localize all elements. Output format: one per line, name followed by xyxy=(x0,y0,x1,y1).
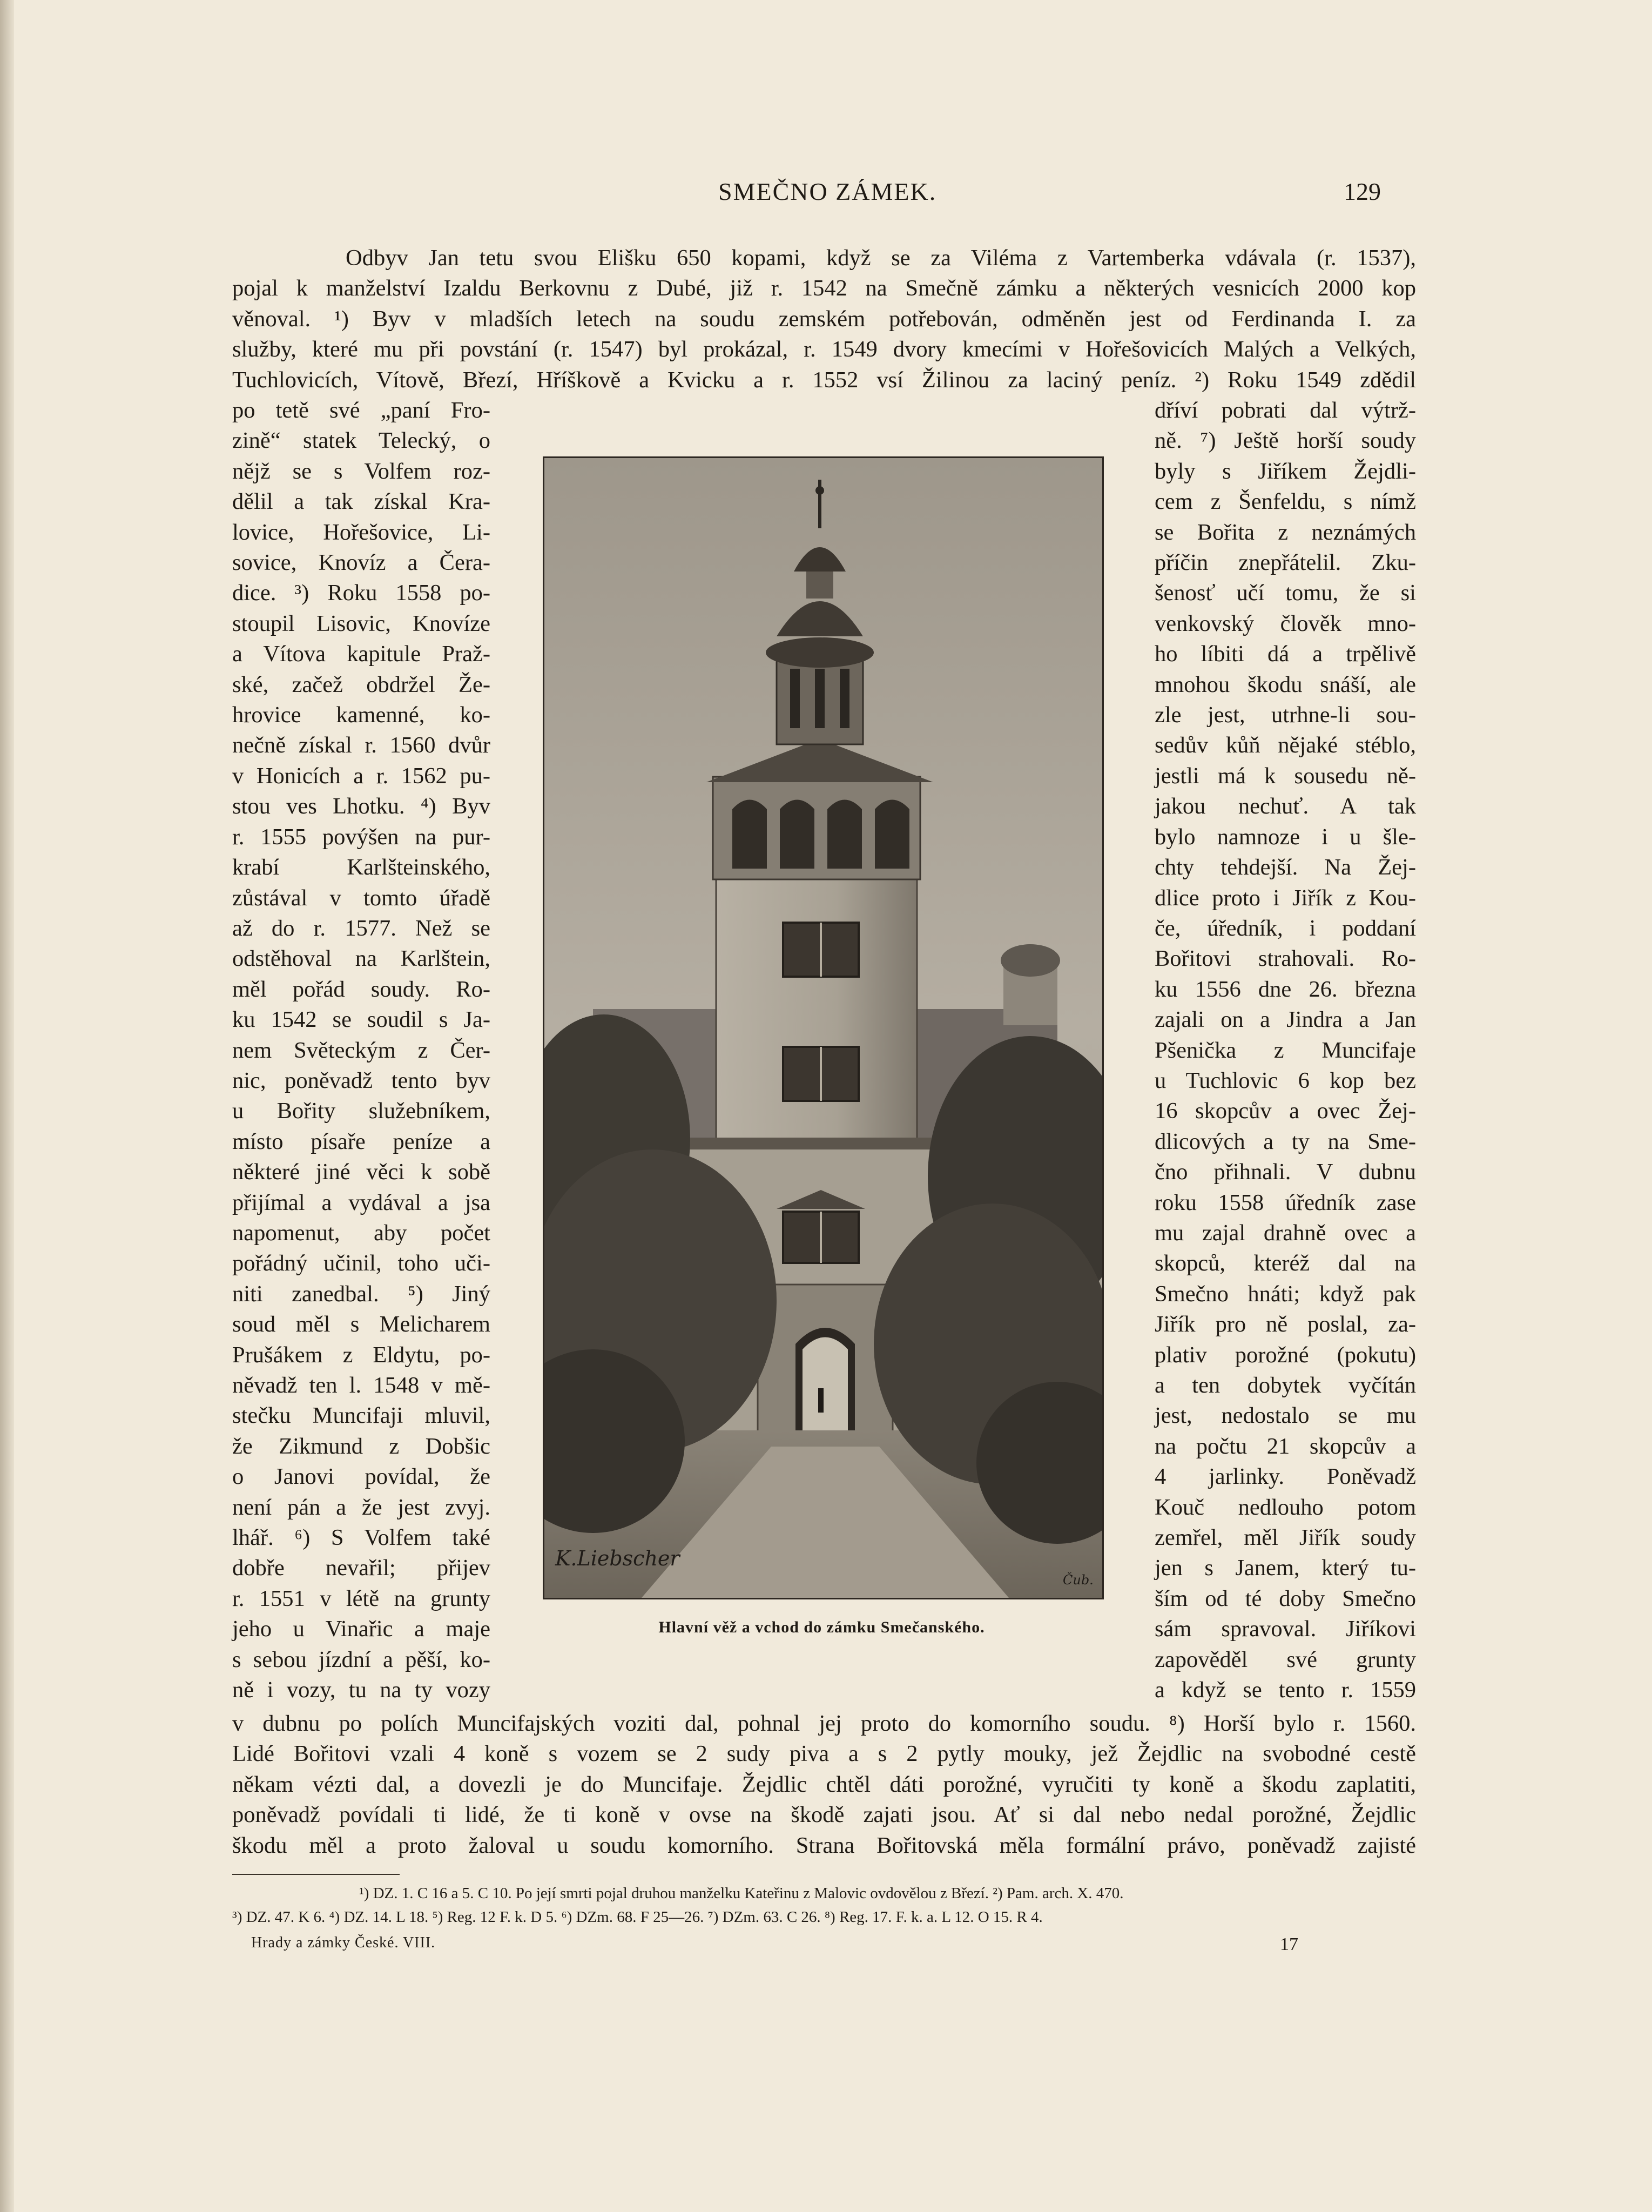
text-line: chty tehdejší. Na Žej- xyxy=(1155,855,1416,880)
text-line: stou ves Lhotku. ⁴) Byv xyxy=(232,794,490,819)
text-line: dlicových a ty na Sme- xyxy=(1155,1128,1416,1154)
text-line: pojal k manželství Izaldu Berkovnu z Dubé, již r. 1542 na Smečně zámku a některých vesnicích 2000 kop xyxy=(232,275,1416,301)
text-line: poněvadž povídali ti lidé, že ti koně v ovse na škodě zajati jsou. Ať si dal nebo nedal porožné, Žejdlic xyxy=(232,1802,1416,1828)
text-line: roku 1558 úředník zase xyxy=(1155,1189,1416,1215)
text-line: zapověděl své grunty xyxy=(1155,1646,1416,1672)
text-line: ně. ⁷) Ještě horší soudy xyxy=(1155,428,1416,454)
text-line: dělil a tak získal Kra- xyxy=(232,489,490,515)
text-line: a Vítova kapitule Praž- xyxy=(232,641,490,667)
page-edge xyxy=(0,0,14,2212)
text-line: odstěhoval na Karlštein, xyxy=(232,946,490,972)
engraver-mark: Čub. xyxy=(1063,1572,1094,1588)
text-line: cem z Šenfeldu, s nímž xyxy=(1155,489,1416,515)
tower-illustration xyxy=(543,456,1104,1599)
intro-paragraph xyxy=(232,243,1416,395)
text-line: nečně získal r. 1560 dvůr xyxy=(232,732,490,758)
text-line: a ten dobytek vyčítán xyxy=(1155,1373,1416,1398)
text-line: dříví pobrati dal výtrž- xyxy=(1155,398,1416,423)
sheet-number: 17 xyxy=(1280,1934,1298,1954)
text-line: u Tuchlovic 6 kop bez xyxy=(1155,1067,1416,1093)
text-line: až do r. 1577. Než se xyxy=(232,915,490,941)
text-line: niti zanedbal. ⁵) Jiný xyxy=(232,1281,490,1307)
left-column xyxy=(232,395,490,1705)
text-line: jen s Janem, který tu- xyxy=(1155,1555,1416,1581)
text-line: venkovský člověk mno- xyxy=(1155,610,1416,636)
figure-caption: Hlavní věž a vchod do zámku Smečanského. xyxy=(658,1618,985,1636)
tower-engraving xyxy=(544,458,1102,1598)
text-line: přijímal a vydával a jsa xyxy=(232,1189,490,1215)
text-line: soud měl s Melicharem xyxy=(232,1312,490,1337)
text-line: r. 1551 v létě na grunty xyxy=(232,1585,490,1611)
text-line: Prušákem z Eldytu, po- xyxy=(232,1342,490,1368)
text-line: Odbyv Jan tetu svou Elišku 650 kopami, když se za Viléma z Vartemberka vdávala (r. 1537), xyxy=(346,245,1416,271)
text-line: byly s Jiříkem Žejdli- xyxy=(1155,458,1416,484)
text-line: sám spravoval. Jiříkovi xyxy=(1155,1616,1416,1642)
text-line: zůstával v tomto úřadě xyxy=(232,885,490,911)
text-line: Jiřík pro ně poslal, za- xyxy=(1155,1312,1416,1337)
text-line: v dubnu po polích Muncifajských voziti dal, pohnal jej proto do komorního soudu. ⁸) Horší bylo r. 1560. xyxy=(232,1711,1416,1736)
text-line: ším od té doby Smečno xyxy=(1155,1585,1416,1611)
text-line: pořádný učinil, toho uči- xyxy=(232,1250,490,1276)
text-line: 16 skopcův a ovec Žej- xyxy=(1155,1098,1416,1124)
text-line: na počtu 21 skopcův a xyxy=(1155,1433,1416,1459)
text-line: jest, nedostalo se mu xyxy=(1155,1403,1416,1429)
text-line: sovice, Knovíz a Čera- xyxy=(232,550,490,576)
text-line: Kouč nedlouho potom xyxy=(1155,1494,1416,1520)
text-line: služby, které mu při povstání (r. 1547) byl prokázal, r. 1549 dvory kmecími v Hořešovicích Malých a Velkých, xyxy=(232,337,1416,362)
text-line: zemřel, měl Jiřík soudy xyxy=(1155,1525,1416,1551)
text-line: če, úředník, i poddaní xyxy=(1155,915,1416,941)
text-line: šenosť učí tomu, že si xyxy=(1155,580,1416,606)
text-line: měl pořád soudy. Ro- xyxy=(232,976,490,1002)
text-line: zině“ statek Telecký, o xyxy=(232,428,490,454)
text-line: něvadž ten l. 1548 v mě- xyxy=(232,1373,490,1398)
footnote-line: ³) DZ. 47. K 6. ⁴) DZ. 14. L 18. ⁵) Reg. 12 F. k. D 5. ⁶) DZm. 68. F 25—26. ⁷) DZm. 63. C 26. ⁸) Reg. 17. F. k. a. L 12. O 15. R 4. xyxy=(232,1908,1043,1926)
text-line: Bořitovi strahovali. Ro- xyxy=(1155,946,1416,972)
text-line: nějž se s Volfem roz- xyxy=(232,458,490,484)
text-line: příčin znepřátelil. Zku- xyxy=(1155,550,1416,576)
text-line: dobře nevařil; přijev xyxy=(232,1555,490,1581)
text-line: nem Světeckým z Čer- xyxy=(232,1037,490,1063)
text-line: zle jest, utrhne-li sou- xyxy=(1155,702,1416,728)
text-line: Pšenička z Muncifaje xyxy=(1155,1037,1416,1063)
text-line: s sebou jízdní a pěší, ko- xyxy=(232,1646,490,1672)
text-line: ské, začež obdržel Že- xyxy=(232,671,490,697)
text-line: po tetě své „paní Fro- xyxy=(232,398,490,423)
text-line: hrovice kamenné, ko- xyxy=(232,702,490,728)
text-line: Tuchlovicích, Vítově, Březí, Hříškově a Kvicku a r. 1552 vsí Žilinou za laciný peníz. ²) Roku 1549 zdědil xyxy=(232,367,1416,393)
text-line: lovice, Hořešovice, Li- xyxy=(232,519,490,545)
text-line: mu zajal drahně ovec a xyxy=(1155,1220,1416,1246)
text-line: některé jiné věci k sobě xyxy=(232,1159,490,1185)
text-line: v Honicích a r. 1562 pu- xyxy=(232,763,490,789)
text-line: stečku Muncifaji mluvil, xyxy=(232,1403,490,1429)
text-line: místo písaře peníze a xyxy=(232,1128,490,1154)
text-line: jestli má k sousedu ně- xyxy=(1155,763,1416,789)
text-line: napomenut, aby počet xyxy=(232,1220,490,1246)
text-line: skopců, kteréž dal na xyxy=(1155,1250,1416,1276)
page-number: 129 xyxy=(1344,178,1381,205)
text-line: čno přihnali. V dubnu xyxy=(1155,1159,1416,1185)
text-line: r. 1555 povýšen na pur- xyxy=(232,824,490,850)
text-line: 4 jarlinky. Poněvadž xyxy=(1155,1464,1416,1490)
text-line: Smečno hnáti; když pak xyxy=(1155,1281,1416,1307)
text-line: že Zikmund z Dobšic xyxy=(232,1433,490,1459)
text-line: věnoval. ¹) Byv v mladších letech na soudu zemském potřebován, odměněn jest od Ferdinanda I. za xyxy=(232,306,1416,332)
text-line: dice. ³) Roku 1558 po- xyxy=(232,580,490,606)
printer-signature: Hrady a zámky České. VIII. xyxy=(251,1934,436,1951)
text-line: ho líbiti dá a trpělivě xyxy=(1155,641,1416,667)
text-line: bylo namnoze i u šle- xyxy=(1155,824,1416,850)
page-header xyxy=(0,172,1652,215)
footnotes xyxy=(232,1881,1416,1929)
text-line: škodu měl a proto žaloval u soudu komorního. Strana Bořitovská měla formální právo, poněvadž zajisté xyxy=(232,1832,1416,1858)
text-line: krabí Karlšteinského, xyxy=(232,855,490,880)
text-line: ku 1556 dne 26. března xyxy=(1155,976,1416,1002)
text-line: o Janovi povídal, že xyxy=(232,1464,490,1490)
text-line: u Bořity služebníkem, xyxy=(232,1098,490,1124)
text-line: zajali on a Jindra a Jan xyxy=(1155,1007,1416,1033)
bottom-paragraph xyxy=(232,1709,1416,1861)
text-line: ně i vozy, tu na ty vozy xyxy=(232,1677,490,1703)
text-line: nic, poněvadž tento byv xyxy=(232,1067,490,1093)
text-line: plativ porožné (pokutu) xyxy=(1155,1342,1416,1368)
text-line: jeho u Vinařic a maje xyxy=(232,1616,490,1642)
text-line: mnohou škodu snáší, ale xyxy=(1155,671,1416,697)
text-line: dlice proto i Jiřík z Kou- xyxy=(1155,885,1416,911)
text-line: není pán a že jest zvyj. xyxy=(232,1494,490,1520)
text-line: Lidé Bořitovi vzali 4 koně s vozem se 2 sudy piva a s 2 pytly mouky, jež Žejdlic na svobodné cestě xyxy=(232,1741,1416,1767)
text-line: a když se tento r. 1559 xyxy=(1155,1677,1416,1703)
text-line: někam vézti dal, a dovezli je do Muncifaje. Žejdlic chtěl dáti porožné, vyručiti ty koně a škodu zaplatiti, xyxy=(232,1771,1416,1797)
text-line: lhář. ⁶) S Volfem také xyxy=(232,1525,490,1551)
running-title: SMEČNO ZÁMEK. xyxy=(718,178,937,205)
artist-signature: K.Liebscher xyxy=(555,1547,680,1570)
text-line: stoupil Lisovic, Knovíze xyxy=(232,610,490,636)
text-line: jakou nechuť. A tak xyxy=(1155,794,1416,819)
right-column xyxy=(1155,395,1416,1705)
footnote-rule xyxy=(232,1874,400,1875)
footnote-line: ¹) DZ. 1. C 16 a 5. C 10. Po její smrti pojal druhou manželku Kateřinu z Malovic ovdovělou z Březí. ²) Pam. arch. X. 470. xyxy=(359,1885,1124,1902)
text-line: sedův kůň nějaké stéblo, xyxy=(1155,732,1416,758)
text-line: ku 1542 se soudil s Ja- xyxy=(232,1007,490,1033)
text-line: se Bořita z neznámých xyxy=(1155,519,1416,545)
